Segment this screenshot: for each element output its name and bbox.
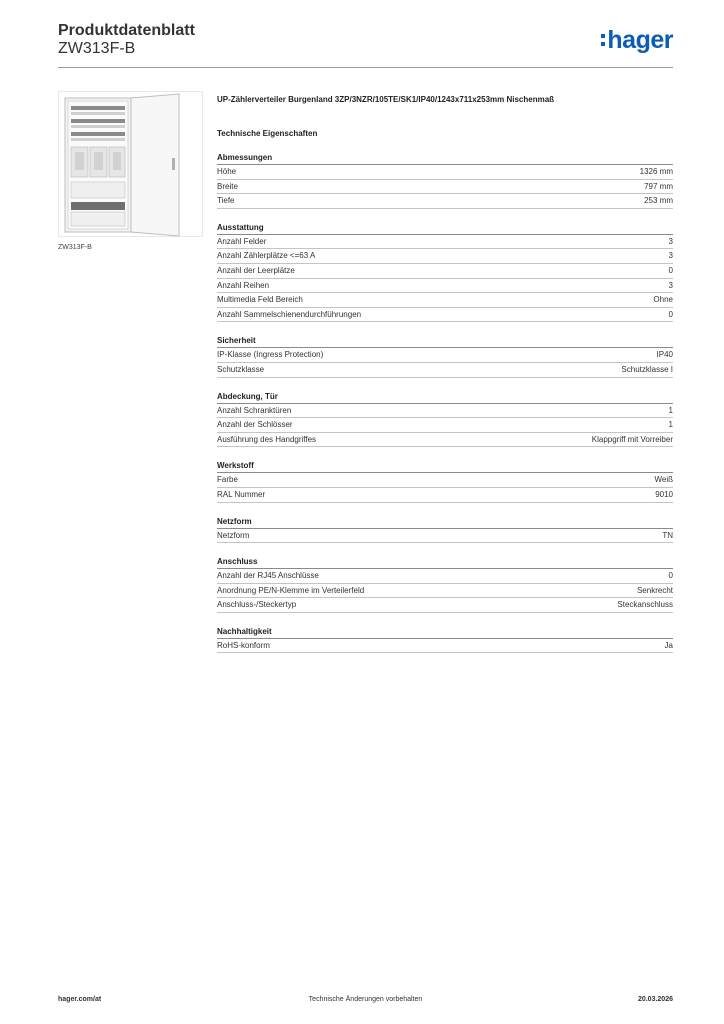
property-row: [217, 235, 673, 250]
property-value: Steckanschluss: [617, 600, 673, 610]
property-value: Klappgriff mit Vorreiber: [591, 434, 673, 444]
property-row: [217, 404, 673, 419]
property-row: [217, 488, 673, 503]
footer-website: hager.com/at: [58, 996, 102, 1003]
property-section: [217, 459, 673, 502]
hager-logo: [601, 26, 673, 54]
footer-date: 20.03.2026: [637, 996, 673, 1003]
section-title: Anschluss: [217, 555, 673, 569]
property-value: 797 mm: [644, 181, 673, 191]
property-value: TN: [662, 530, 673, 540]
property-value: Senkrecht: [636, 585, 673, 595]
property-label: Anzahl der RJ45 Anschlüsse: [217, 571, 319, 581]
property-row: [217, 473, 673, 488]
property-row: [217, 165, 673, 180]
property-value: 1: [668, 420, 673, 430]
property-row: [217, 308, 673, 323]
property-row: [217, 598, 673, 613]
property-section: [217, 390, 673, 448]
property-value: 0: [668, 571, 673, 581]
section-title: Sicherheit: [217, 334, 673, 348]
section-title: Ausstattung: [217, 221, 673, 235]
properties-heading: Technische Eigenschaften: [217, 129, 318, 138]
property-row: [217, 584, 673, 599]
property-row: [217, 249, 673, 264]
section-title: Abdeckung, Tür: [217, 390, 673, 404]
property-label: Netzform: [217, 530, 250, 540]
property-value: 0: [668, 309, 673, 319]
property-value: 9010: [655, 489, 673, 499]
property-section: [217, 625, 673, 654]
property-row: [217, 279, 673, 294]
property-row: [217, 529, 673, 544]
property-label: Farbe: [217, 475, 238, 485]
property-label: Anzahl Sammelschienendurchführungen: [217, 309, 362, 319]
property-label: Breite: [217, 181, 238, 191]
section-title: Werkstoff: [217, 459, 673, 473]
property-label: Anzahl Zählerplätze <=63 A: [217, 251, 316, 261]
property-section: [217, 515, 673, 544]
property-label: Multimedia Feld Bereich: [217, 295, 303, 305]
property-row: [217, 194, 673, 209]
property-row: [217, 180, 673, 195]
footer-notice: Technische Änderungen vorbehalten: [308, 996, 423, 1003]
property-section: [217, 221, 673, 323]
property-label: Anzahl Schranktüren: [217, 405, 292, 415]
property-value: 1326 mm: [639, 167, 673, 176]
property-row: [217, 348, 673, 363]
property-label: Anzahl der Schlösser: [217, 420, 293, 430]
property-label: Tiefe: [217, 196, 235, 206]
property-sections: [217, 151, 673, 653]
article-number: ZW313F-B: [58, 40, 136, 57]
property-section: [217, 334, 673, 377]
property-value: 3: [668, 280, 673, 290]
property-label: Anzahl Reihen: [217, 280, 270, 290]
image-caption: ZW313F-B: [58, 244, 92, 251]
section-title: Netzform: [217, 515, 673, 529]
property-label: Schutzklasse: [217, 364, 265, 374]
property-row: [217, 569, 673, 584]
section-title: Nachhaltigkeit: [217, 625, 673, 639]
property-value: 3: [668, 236, 673, 246]
document-title: Produktdatenblatt: [58, 22, 195, 39]
property-row: [217, 264, 673, 279]
product-description: UP-Zählerverteiler Burgenland 3ZP/3NZR/105TE/SK1/IP40/1243x711x253mm Nischenmaß: [217, 95, 555, 104]
distribution-cabinet-picture: [59, 92, 204, 238]
properties-area: [217, 93, 673, 653]
property-label: Anzahl Felder: [217, 236, 267, 246]
property-label: Anordnung PE/N-Klemme im Verteilerfeld: [217, 585, 365, 595]
property-value: Schutzklasse I: [621, 364, 673, 374]
page-footer: [58, 996, 673, 1008]
property-value: Ja: [664, 640, 673, 650]
property-label: IP-Klasse (Ingress Protection): [217, 350, 324, 360]
property-row: [217, 433, 673, 448]
section-title: Abmessungen: [217, 151, 673, 165]
property-label: Anschluss-/Steckertyp: [217, 600, 297, 610]
property-row: [217, 418, 673, 433]
property-value: Weiß: [654, 475, 673, 485]
property-label: Anzahl der Leerplätze: [217, 265, 295, 275]
property-section: [217, 151, 673, 209]
property-section: [217, 555, 673, 613]
property-value: 0: [668, 265, 673, 275]
property-label: RAL Nummer: [217, 489, 266, 499]
property-row: [217, 293, 673, 308]
property-label: Ausführung des Handgriffes: [217, 434, 317, 444]
property-row: [217, 363, 673, 378]
property-value: Ohne: [653, 295, 673, 305]
product-image: [58, 91, 203, 237]
property-label: RoHS-konform: [217, 640, 270, 650]
page-header: [58, 20, 673, 68]
property-value: 1: [668, 405, 673, 415]
property-value: 253 mm: [644, 196, 673, 206]
property-value: IP40: [656, 350, 673, 360]
property-value: 3: [668, 251, 673, 261]
logo-text: hager: [607, 25, 673, 54]
logo-colon-icon: [601, 34, 605, 46]
property-label: Höhe: [217, 167, 237, 176]
property-row: [217, 639, 673, 654]
